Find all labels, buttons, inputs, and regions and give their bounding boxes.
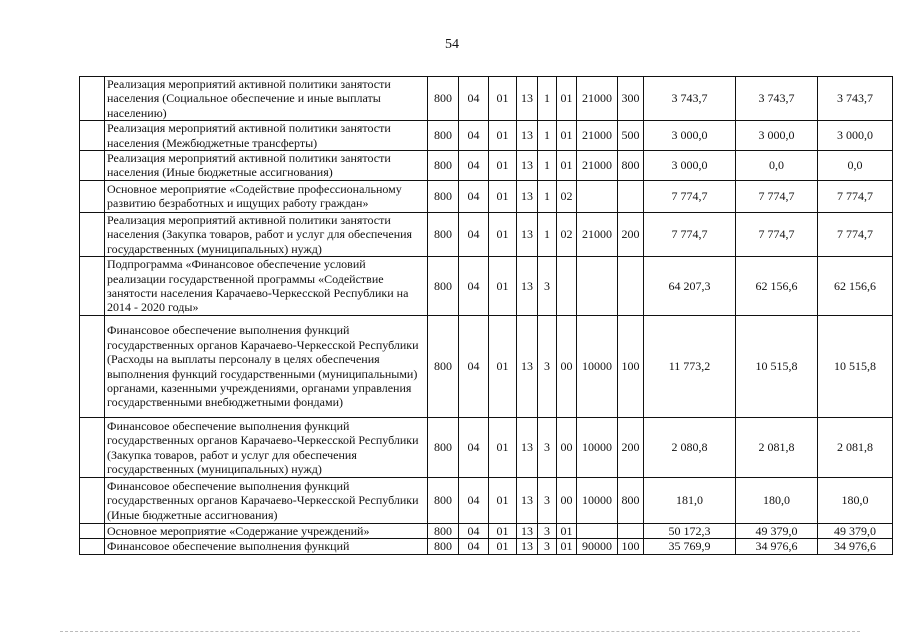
row-description: Финансовое обеспечение выполнения функций государственных органов Карачаево-Черкесской Республики (Закупка товаров, работ и услуг для обеспечения государственных (муниципальных) нужд) <box>105 418 428 478</box>
row-description: Финансовое обеспечение выполнения функций государственных органов Карачаево-Черкесской Республики (Иные бюджетные ассигнования) <box>105 478 428 524</box>
table-row <box>80 212 893 256</box>
code-cell: 1 <box>538 77 557 121</box>
table-row <box>80 180 893 212</box>
table-row <box>80 257 893 316</box>
amount-cell: 34 976,6 <box>818 539 893 554</box>
code-cell: 01 <box>489 180 517 212</box>
amount-cell: 181,0 <box>644 478 736 524</box>
amount-cell: 2 081,8 <box>736 418 818 478</box>
code-cell: 1 <box>538 212 557 256</box>
amount-cell: 7 774,7 <box>818 180 893 212</box>
amount-cell: 49 379,0 <box>818 524 893 539</box>
code-cell: 01 <box>489 418 517 478</box>
code-cell: 800 <box>428 121 459 151</box>
code-cell: 01 <box>557 121 577 151</box>
code-cell: 800 <box>428 524 459 539</box>
code-cell: 800 <box>428 77 459 121</box>
amount-cell: 180,0 <box>736 478 818 524</box>
code-cell: 3 <box>538 418 557 478</box>
code-cell: 01 <box>489 478 517 524</box>
table-row <box>80 524 893 539</box>
code-cell: 01 <box>489 77 517 121</box>
code-cell: 800 <box>618 151 644 181</box>
code-cell: 3 <box>538 478 557 524</box>
amount-cell: 64 207,3 <box>644 257 736 316</box>
row-description: Реализация мероприятий активной политики занятости населения (Закупка товаров, работ и услуг для обеспечения государственных (муниципальных) нужд) <box>105 212 428 256</box>
code-cell <box>577 257 618 316</box>
blank-cell <box>80 478 105 524</box>
code-cell: 01 <box>489 212 517 256</box>
code-cell: 00 <box>557 418 577 478</box>
code-cell <box>577 180 618 212</box>
code-cell: 13 <box>517 212 538 256</box>
blank-cell <box>80 151 105 181</box>
amount-cell: 7 774,7 <box>818 212 893 256</box>
blank-cell <box>80 180 105 212</box>
code-cell: 3 <box>538 539 557 554</box>
code-cell: 13 <box>517 151 538 181</box>
code-cell: 01 <box>489 121 517 151</box>
code-cell: 90000 <box>577 539 618 554</box>
code-cell <box>577 524 618 539</box>
code-cell: 21000 <box>577 151 618 181</box>
code-cell: 04 <box>459 151 489 181</box>
blank-cell <box>80 257 105 316</box>
amount-cell: 0,0 <box>736 151 818 181</box>
code-cell: 1 <box>538 180 557 212</box>
code-cell: 3 <box>538 316 557 418</box>
amount-cell: 3 743,7 <box>736 77 818 121</box>
code-cell: 04 <box>459 257 489 316</box>
amount-cell: 34 976,6 <box>736 539 818 554</box>
code-cell: 800 <box>618 478 644 524</box>
amount-cell: 3 000,0 <box>644 121 736 151</box>
code-cell: 3 <box>538 524 557 539</box>
table-row <box>80 418 893 478</box>
code-cell: 04 <box>459 524 489 539</box>
code-cell <box>557 257 577 316</box>
table-row <box>80 77 893 121</box>
blank-cell <box>80 77 105 121</box>
code-cell: 01 <box>557 539 577 554</box>
code-cell: 13 <box>517 316 538 418</box>
blank-cell <box>80 316 105 418</box>
code-cell: 01 <box>557 524 577 539</box>
code-cell: 100 <box>618 316 644 418</box>
blank-cell <box>80 121 105 151</box>
code-cell: 00 <box>557 478 577 524</box>
table-row <box>80 478 893 524</box>
code-cell: 800 <box>428 539 459 554</box>
code-cell: 200 <box>618 418 644 478</box>
amount-cell: 3 743,7 <box>644 77 736 121</box>
code-cell: 04 <box>459 180 489 212</box>
code-cell: 13 <box>517 478 538 524</box>
code-cell: 800 <box>428 418 459 478</box>
code-cell: 100 <box>618 539 644 554</box>
code-cell: 500 <box>618 121 644 151</box>
code-cell <box>618 257 644 316</box>
code-cell: 1 <box>538 151 557 181</box>
code-cell: 02 <box>557 212 577 256</box>
amount-cell: 62 156,6 <box>818 257 893 316</box>
code-cell: 10000 <box>577 418 618 478</box>
code-cell: 13 <box>517 77 538 121</box>
amount-cell: 3 743,7 <box>818 77 893 121</box>
code-cell: 01 <box>489 539 517 554</box>
footer-rule <box>60 631 860 632</box>
row-description: Финансовое обеспечение выполнения функций <box>105 539 428 554</box>
code-cell: 200 <box>618 212 644 256</box>
code-cell: 800 <box>428 478 459 524</box>
code-cell <box>618 180 644 212</box>
code-cell: 13 <box>517 524 538 539</box>
code-cell: 21000 <box>577 212 618 256</box>
code-cell: 21000 <box>577 121 618 151</box>
code-cell: 04 <box>459 121 489 151</box>
code-cell: 00 <box>557 316 577 418</box>
code-cell: 01 <box>557 77 577 121</box>
page-number: 54 <box>445 37 459 52</box>
amount-cell: 0,0 <box>818 151 893 181</box>
code-cell: 04 <box>459 478 489 524</box>
code-cell: 800 <box>428 257 459 316</box>
amount-cell: 7 774,7 <box>644 212 736 256</box>
code-cell: 3 <box>538 257 557 316</box>
amount-cell: 7 774,7 <box>644 180 736 212</box>
row-description: Основное мероприятие «Содействие профессиональному развитию безработных и ищущих работу граждан» <box>105 180 428 212</box>
amount-cell: 180,0 <box>818 478 893 524</box>
code-cell: 01 <box>489 257 517 316</box>
code-cell: 02 <box>557 180 577 212</box>
amount-cell: 62 156,6 <box>736 257 818 316</box>
row-description: Реализация мероприятий активной политики занятости населения (Иные бюджетные ассигнования) <box>105 151 428 181</box>
row-description: Реализация мероприятий активной политики занятости населения (Социальное обеспечение и иные выплаты населению) <box>105 77 428 121</box>
code-cell: 01 <box>489 524 517 539</box>
code-cell: 800 <box>428 180 459 212</box>
code-cell <box>618 524 644 539</box>
code-cell: 13 <box>517 257 538 316</box>
code-cell: 1 <box>538 121 557 151</box>
row-description: Реализация мероприятий активной политики занятости населения (Межбюджетные трансферты) <box>105 121 428 151</box>
amount-cell: 7 774,7 <box>736 180 818 212</box>
row-description: Финансовое обеспечение выполнения функций государственных органов Карачаево-Черкесской Республики (Расходы на выплаты персоналу в целях обеспечения выполнения функций государственными (муниципальными) органами, казенными учреждениями, органами управления государственными внебюджетными фондами) <box>105 316 428 418</box>
code-cell: 01 <box>489 151 517 181</box>
amount-cell: 3 000,0 <box>644 151 736 181</box>
code-cell: 04 <box>459 418 489 478</box>
amount-cell: 35 769,9 <box>644 539 736 554</box>
table-row <box>80 151 893 181</box>
code-cell: 800 <box>428 316 459 418</box>
amount-cell: 11 773,2 <box>644 316 736 418</box>
code-cell: 13 <box>517 418 538 478</box>
amount-cell: 10 515,8 <box>818 316 893 418</box>
amount-cell: 3 000,0 <box>736 121 818 151</box>
table-row <box>80 316 893 418</box>
code-cell: 04 <box>459 77 489 121</box>
code-cell: 04 <box>459 212 489 256</box>
code-cell: 13 <box>517 121 538 151</box>
blank-cell <box>80 524 105 539</box>
code-cell: 800 <box>428 212 459 256</box>
row-description: Подпрограмма «Финансовое обеспечение условий реализации государственной программы «Содействие занятости населения Карачаево-Черкесской Республики на 2014 - 2020 годы» <box>105 257 428 316</box>
code-cell: 01 <box>557 151 577 181</box>
code-cell: 01 <box>489 316 517 418</box>
blank-cell <box>80 539 105 554</box>
amount-cell: 49 379,0 <box>736 524 818 539</box>
amount-cell: 7 774,7 <box>736 212 818 256</box>
budget-table <box>79 76 893 555</box>
amount-cell: 10 515,8 <box>736 316 818 418</box>
row-description: Основное мероприятие «Содержание учреждений» <box>105 524 428 539</box>
code-cell: 13 <box>517 539 538 554</box>
code-cell: 300 <box>618 77 644 121</box>
code-cell: 10000 <box>577 316 618 418</box>
blank-cell <box>80 418 105 478</box>
amount-cell: 2 080,8 <box>644 418 736 478</box>
code-cell: 800 <box>428 151 459 181</box>
blank-cell <box>80 212 105 256</box>
code-cell: 04 <box>459 316 489 418</box>
amount-cell: 2 081,8 <box>818 418 893 478</box>
code-cell: 21000 <box>577 77 618 121</box>
code-cell: 04 <box>459 539 489 554</box>
amount-cell: 50 172,3 <box>644 524 736 539</box>
amount-cell: 3 000,0 <box>818 121 893 151</box>
code-cell: 13 <box>517 180 538 212</box>
code-cell: 10000 <box>577 478 618 524</box>
table-row <box>80 539 893 554</box>
table-row <box>80 121 893 151</box>
